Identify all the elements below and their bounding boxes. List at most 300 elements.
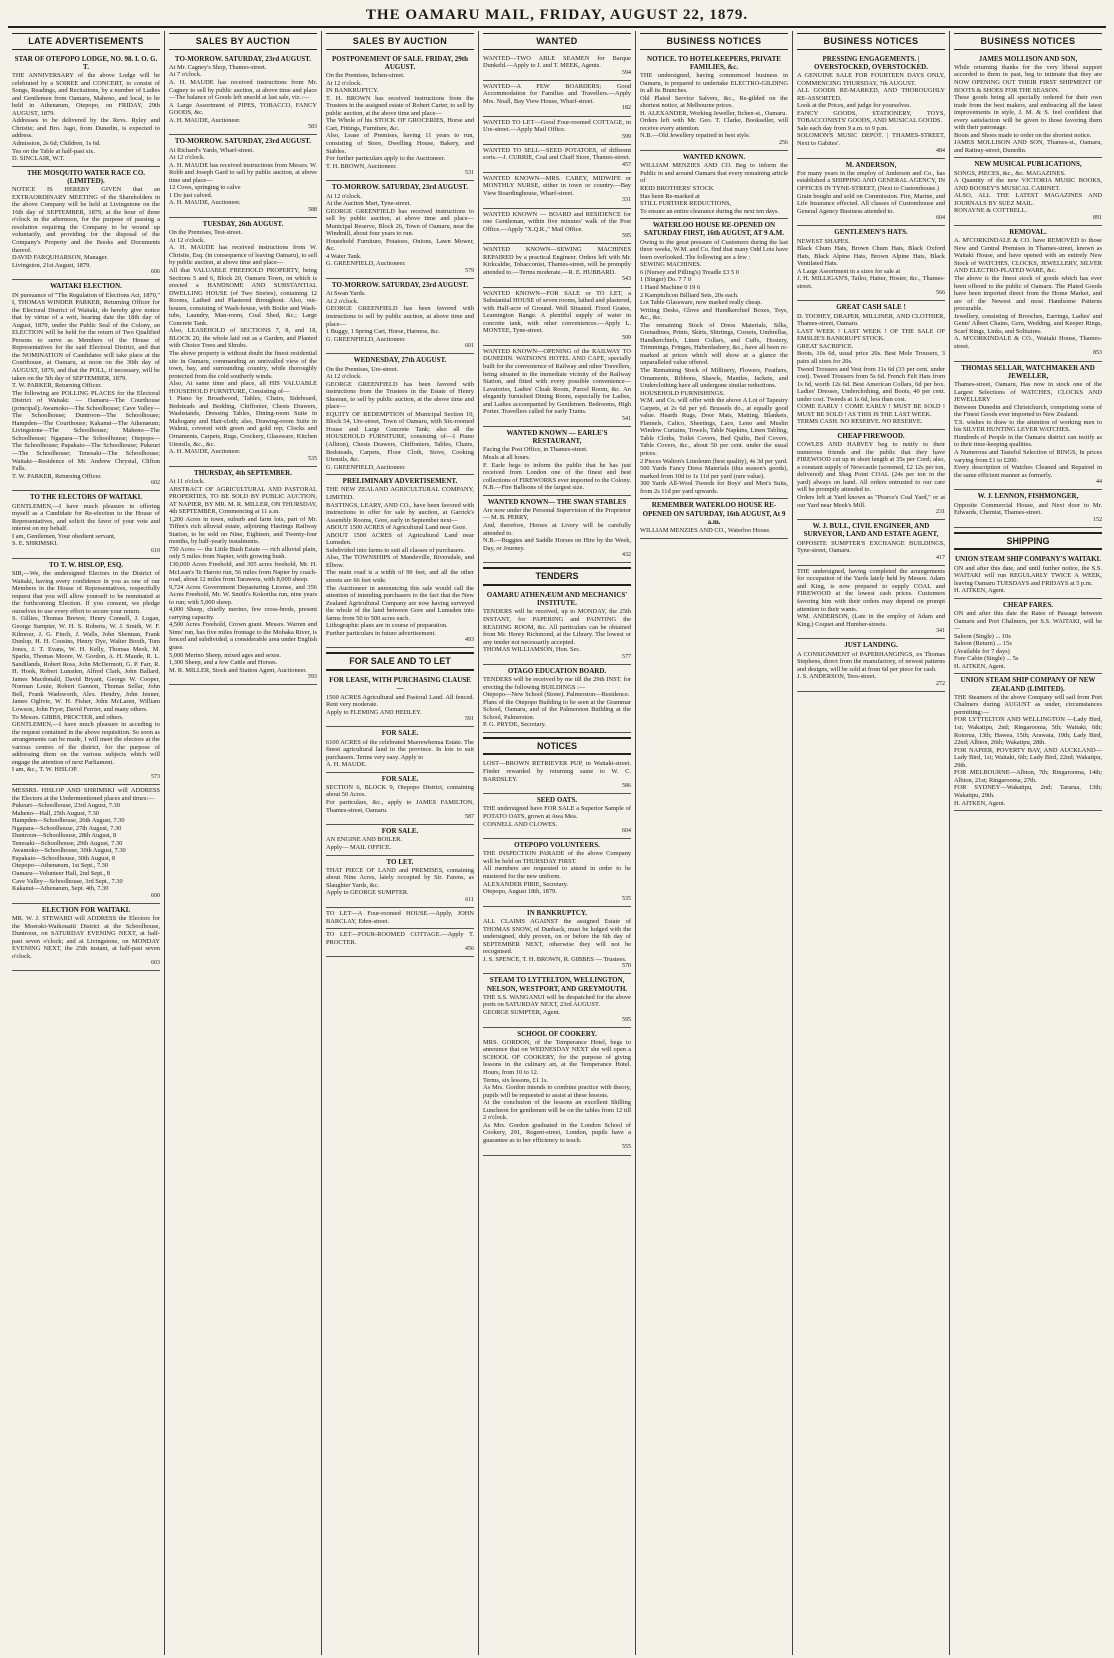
ad-line: ALEXANDER PIRIE, Secretary. — [483, 880, 569, 888]
ad-title: TO-MORROW. SATURDAY, 23rd AUGUST. — [331, 281, 469, 290]
ad-ref-number: 541 — [622, 415, 631, 422]
ad-line: MRS. GORDON, of the Temperance Hotel, begs to announce that on WEDNESDAY NEXT she will open a SCHOOL OF COOKERY, for the purpose of giving lessons in the culinary art, at the Temperance Hotel. Hours, from 10 to 12. — [483, 1038, 631, 1077]
ad-line: GEORGE GREENFIELD has been favored with instructions from the Trustees in the Estate of Henry Sheeran, to sell by public auction, at the above time and place— — [326, 380, 474, 411]
advertisement — [483, 794, 631, 839]
ad-line: Apply to FLEMING AND HEDLEY. — [326, 708, 422, 716]
advertisement — [954, 158, 1102, 226]
ad-line: At 11 o'clock. — [169, 478, 205, 485]
ad-line: WM. ANDERSON, (Late in the employ of Adam and King.) Coquet and Humber-streets. — [797, 613, 945, 628]
ad-line: GENTLEMEN,—I have much pleasure in acceding to the request contained in the above requisition. So soon as arrangements can be made, I will meet the electors at the various centres of the district, for the purpose of addressing them on the various subjects which will engage the attention of next Parliament. — [12, 721, 160, 766]
ad-ref-number: 531 — [465, 170, 474, 177]
ad-line: Oamaru—Volunteer Hall, 2nd Sept., 8 — [12, 869, 111, 877]
advertisement — [483, 244, 631, 287]
ad-line: Terms, six lessons, £1 1s. — [483, 1076, 549, 1084]
ad-line: Tea on the Table at half-past six. — [12, 147, 95, 155]
advertisement — [483, 53, 631, 81]
ad-line: ALL CLAIMS AGAINST the assigned Estate of THOMAS SNOW, of Dunback, must be lodged with the undersigned, duly proven, on or before the 6th day of SEPTEMBER NEXT, otherwise they will not be recognised. — [483, 918, 631, 956]
ad-ref-number: 256 — [779, 140, 788, 147]
ad-title: TO-MORROW. SATURDAY, 23rd AUGUST. — [331, 183, 469, 192]
ad-line: P. G. PRYDE, Secretary. — [483, 721, 546, 729]
ad-line: 12 Cows, springing to calve — [169, 184, 241, 192]
ad-line: Tweed Trousers and Vest from 11s 6d (33 per cent. under cost). Tweed Trousers from 5s 6d. French Felt Hats from 1s 6d, worth 12s 6d. Best American Collars, 6d per box. Ladies' Dresses, Underclothing, and Boots, 40 per cent. under cost. Tweeds at 1s 6d, less than cost. — [797, 365, 945, 403]
advertisement — [797, 159, 945, 227]
ad-line: The Remaining Stock of Millinery, Flowers, Feathers, Ornaments, Ribbons, Shawls, Mantles, Jackets, and Underclothing have all undergone similar reductions. — [640, 366, 788, 390]
ad-line: N.B.—Buggies and Saddle Horses on Hire by the Week, Day, or Journey. — [483, 537, 631, 552]
advertisement — [12, 167, 160, 281]
ad-title: TO T. W. HISLOP, ESQ. — [48, 560, 124, 569]
ad-title: WANTED KNOWN — EARLE'S RESTAURANT, — [506, 428, 608, 446]
advertisement — [640, 151, 788, 219]
column-4 — [479, 31, 636, 1655]
ad-line: G. GREENFIELD, Auctioneer. — [326, 335, 406, 343]
ad-line: At 12 o'clock. — [326, 373, 362, 381]
ad-line: Look at the Prices, and judge for yourselves. — [797, 102, 912, 110]
ad-line: Opposite Commercial House, and Next door to Mr. Edwards, Chemist, Thames-street. — [954, 501, 1102, 517]
ad-ref-number: 593 — [308, 674, 317, 681]
ad-line: FOR SYDNEY—Wakatipu, 2nd; Tararua, 13th; Wakatipu, 29th. — [954, 784, 1102, 799]
ad-line: Admission, 2s 6d; Children, 1s 6d. — [12, 140, 101, 148]
ad-line: WANTED KNOWN — BOARD and RESIDENCE for one Gentleman, within five minutes' walk of the Post Office.—Apply "X.Q.R.," Mail Office. — [483, 210, 631, 233]
ad-ref-number: 456 — [465, 946, 474, 953]
ad-line: Saloon (Return) ... 15s — [954, 640, 1012, 648]
ad-ref-number: 595 — [622, 1016, 631, 1023]
ad-line: WANTED TO LET—Good Four-roomed COTTAGE, in Ure-street.—Apply Mail Office. — [483, 118, 631, 134]
ad-line: LAST WEEK ! LAST WEEK ! OF THE SALE OF EMSLIE'S BANKRUPT STOCK. — [797, 327, 945, 343]
ad-line: Hampden—Schoolhouse, 26th August, 7.30 — [12, 817, 125, 825]
ad-line: Saloon (Single) ... 10s — [954, 632, 1011, 640]
ad-line: Household Furniture, Potatoes, Onions, Lawn Mower, &c. — [326, 237, 474, 253]
ad-line: Otepopo—New School (Stone). Palmerston—Residence. — [483, 691, 630, 699]
ad-ref-number: 272 — [936, 680, 945, 687]
advertisement — [169, 53, 317, 136]
section-heading: SHIPPING — [954, 532, 1102, 551]
ad-line: On the Premises, Ure-street. — [326, 365, 399, 373]
ad-line: STILL FURTHER REDUCTIONS, — [640, 200, 732, 208]
advertisement — [326, 773, 474, 826]
advertisement — [326, 475, 474, 648]
ad-ref-number: 601 — [465, 343, 474, 350]
advertisement — [12, 904, 160, 972]
ad-line: RONAYNE & COTTRELL. — [954, 207, 1028, 215]
ad-title: W. J. BULL, CIVIL ENGINEER, AND SURVEYOR, LAND AND ESTATE AGENT, — [803, 522, 939, 539]
ad-title: WEDNESDAY, 27th AUGUST. — [353, 356, 447, 365]
ad-line: A. H. MAUDE has received instructions from Messrs. W. Robb and Joseph Gard to sell by public auction, at above time and place— — [169, 161, 317, 184]
ad-line: T. W. PARKER, Returning Officer. — [12, 382, 102, 390]
ad-line: 130,000 Acres Freehold, and 305 acres freehold, Mr. H. McLean's Te Haroto run, 56 miles from Napier by coach-road, about 12 miles from Tarawera, with 8,000 sheep. — [169, 561, 317, 584]
ad-line: A. H. MAUDE has received instructions from Mr. Cagney to sell by public auction, at above time and place—The balance of Goods left unsold at last sale, viz.:— — [169, 78, 317, 102]
advertisement — [326, 856, 474, 909]
ad-line: Pukeuri—Schoolhouse, 23rd August, 7.30 — [12, 802, 120, 810]
ad-title: W. J. LENNON, FISHMONGER, — [977, 492, 1079, 501]
ad-ref-number: 535 — [622, 895, 631, 902]
advertisement — [954, 362, 1102, 491]
advertisement — [483, 173, 631, 209]
advertisement — [797, 566, 945, 639]
ad-line: THE undersigned, having completed the arrangements for occupation of the Yards lately held by Messrs. Adam and King, is now prepared to supply COAL and FIREWOOD at the lowest cash prices. Customers favoring him with their orders may depend on prompt attention to their wants. — [797, 567, 945, 613]
advertisement — [169, 467, 317, 686]
ad-line: F. Earle begs to inform the public that he has just received from London one of the finest and best collections of FIREWORKS ever imported to the Colony. — [483, 461, 631, 484]
ad-line: At Richard's Yards, Wharf-street. — [169, 146, 254, 154]
ad-line: BASTINGS, LEARY, AND CO., have been favored with instructions to offer for sale by auction, at Garrick's Assembly Rooms, Gore, early in September next— — [326, 501, 474, 524]
ad-line: COME EARLY ! COME EARLY ! MUST BE SOLD ! MUST BE SOLD ! AS THIS IS THE LAST WEEK. — [797, 403, 945, 418]
masthead: THE OAMARU MAIL, FRIDAY, AUGUST 22, 1879. — [8, 4, 1106, 28]
ad-line: Duntroon—Schoolhouse, 28th August, 8 — [12, 832, 117, 840]
ad-line: G. GREENFIELD, Auctioneer. — [326, 463, 406, 471]
column-heading: SALES BY AUCTION — [326, 33, 474, 50]
ad-line: The main road is a width of 99 feet, and all the other streets are 66 feet wide. — [326, 569, 474, 584]
ad-line: 1 (Singer) Do. 7 7 0 — [640, 276, 692, 284]
ad-line: FOR LYTTELTON AND WELLINGTON —Lady Bird, 1st; Wakatipu, 2nd; Ringarooma, 5th; Waitaki, 6th; Rotorua, 13th; Hawea, 15th; Arawata, 19th; Lady Bird, 22nd; Albion, 26th; Wakatipu, 28th. — [954, 716, 1102, 747]
ad-line: Addresses to be delivered by the Revs. Ryley and Christie; and Bro. Jago, from Dunedin, is expected to address. — [12, 117, 160, 140]
ad-ref-number: 182 — [622, 105, 631, 112]
ad-ref-number: 610 — [151, 547, 160, 554]
ad-line: At 12 o'clock. — [169, 154, 205, 162]
ad-line: A. M'CORKINDALE & CO., Waitaki House, Thames-street. — [954, 335, 1102, 350]
advertisement — [640, 53, 788, 152]
ad-ref-number: 579 — [465, 268, 474, 275]
ad-ref-number: 595 — [622, 233, 631, 240]
ad-ref-number: 587 — [465, 814, 474, 821]
ad-line: A. H. MAUDE, Auctioneer. — [169, 116, 241, 124]
ad-line: JAMES MOLLISON AND SON, Thames-st., Oamaru, and Rattray-street, Dunedin. — [954, 139, 1102, 154]
ad-line: A Large Assortment in a sizes for sale at — [797, 267, 901, 275]
advertisement — [797, 226, 945, 301]
ad-line: For many years in the employ of Anderson and Co., has established a SHIPPING AND GENERAL AGENCY, IN OFFICES IN TYNE-STREET, (Next to Customhouse.) — [797, 169, 945, 192]
advertisement — [12, 491, 160, 559]
ad-line: ON and after this date, and until further notice, the S.S. WAITAKI will run REGULARLY TWICE A WEEK, leaving Oamaru TUESDAYS and FRIDAYS at 5 p.m. — [954, 564, 1102, 587]
ad-title: PRESSING ENGAGEMENTS. | OVERSTOCKED, OVERSTOCKED. — [814, 54, 928, 71]
ad-line: THE undersigned, having commenced business in Oamaru, is prepared to undertake ELECTRO-GILDING in all its Branches. — [640, 72, 788, 95]
ad-line: 2 Kamptulicon Billiard Sets, 20s each. — [640, 291, 739, 299]
ad-title: UNION STEAM SHIP COMPANY OF NEW ZEALAND (LIMITED). — [960, 676, 1096, 693]
ad-line: TERMS CASH. NO RESERVE. NO RESERVE. — [797, 418, 923, 426]
ad-line: H. ALEXANDER, Working Jeweller, Itchen-st., Oamaru. — [640, 109, 787, 117]
ad-line: D. SINCLAIR, W.T. — [12, 155, 65, 163]
column-heading: SALES BY AUCTION — [169, 33, 317, 50]
advertisement — [483, 589, 631, 665]
ad-line: 1500 ACRES Agricultural and Pastoral Land. All fenced. Rent very moderate. — [326, 693, 474, 709]
ad-title: SEED OATS. — [536, 796, 578, 805]
ad-line: THE INSPECTION PARADE of the above Company will be held on THURSDAY FIRST. — [483, 850, 631, 865]
column-6 — [793, 31, 950, 1655]
ad-line: Fore Cabin (Single) ... 5s — [954, 655, 1019, 663]
ad-line: A CONSIGNMENT of PAPERHANGINGS, ex Thomas Stephens, direct from the manufactory, of newest patterns and designs, will be sold at from 6d per piece for cash. — [797, 650, 945, 673]
ad-ref-number: 535 — [308, 455, 317, 462]
advertisement — [954, 674, 1102, 811]
ad-line: Cave Valley—Schoolhouse, 3rd Sept., 7.30 — [12, 877, 123, 885]
ad-title: STAR OF OTEPOPO LODGE, NO. 98. I. O. G. T. — [14, 54, 158, 71]
ad-line: FANCY GOODS, STATIONERY, TOYS, TOBACCONISTS' GOODS, AND MUSICAL GOODS. — [797, 109, 945, 125]
ad-line: 9,724 Acres Government Depasturing License, and 356 Acres Freehold, Mr. W. Smith's Kokoriha run, nine years to run; with 5,000 sheep. — [169, 583, 317, 606]
ad-line: To ensure an entire clearance during the next ten days. — [640, 207, 780, 215]
ad-title: THE MOSQUITO WATER RACE CO. (LIMITED). — [26, 168, 146, 185]
ad-line: Ngapara—Schoolhouse, 27th August, 7.30 — [12, 824, 122, 832]
ad-title: FOR SALE. — [381, 729, 419, 738]
ad-title: TO LET. — [386, 857, 414, 866]
ad-line: N.B.—Old Jewellery repaired in best style. — [640, 132, 751, 140]
advertisement — [954, 53, 1102, 159]
ad-line: THE NEW ZEALAND AGRICULTURAL COMPANY, LIMITED. — [326, 486, 474, 501]
advertisement — [326, 727, 474, 772]
ad-line: Grain bought and sold on Commission. Fire, Marine, and Life Insurance effected. All classes of Customhouse and General Agency Business attended to. — [797, 192, 945, 215]
advertisement — [483, 288, 631, 346]
ad-ref-number: 543 — [622, 276, 631, 283]
ad-line: Papakaio—Schoolhouse, 30th August, 8 — [12, 854, 116, 862]
ad-line: 1,200 Acres in town, suburb and farm lots, part of Mr. Tiffen's rich alluvial estate, adjoining Hastings Railway Station, to be sold on Nine, Eighteen, and Twenty-four months, by half-yearly instalments. — [169, 515, 317, 546]
ad-line: All members are requested to attend in order to be mustered for the new uniform. — [483, 865, 631, 881]
ad-line: Between Dunedin and Christchurch, comprising some of the Finest Goods ever imported to New Zealand. — [954, 403, 1102, 419]
advertisement — [326, 929, 474, 957]
ad-line: WANTED—TWO ABLE SEAMEN for Barque Dunkeld.—Apply to J. and T. MEEK, Agents. — [483, 54, 631, 70]
ad-line: Are now under the Personal Supervision of the Proprietor— M. B. PERRY, — [483, 506, 631, 522]
advertisement — [640, 219, 788, 499]
ad-line: J. S. ANDERSON, Tees-street. — [797, 673, 877, 681]
ad-line: On the Premises, Test-street. — [169, 229, 243, 237]
column-heading: BUSINESS NOTICES — [640, 33, 788, 50]
ad-title: WANTED KNOWN— THE SWAN STABLES — [487, 497, 627, 506]
column-heading: WANTED — [483, 33, 631, 50]
ad-line: THOMAS WILLIAMSON, Hon. Sec. — [483, 646, 581, 654]
ad-line: Also, The TOWNSHIPS of Mandeville, Riversdale, and Elbow. — [326, 554, 474, 569]
ad-line: REID BROTHERS' STOCK — [640, 185, 714, 192]
ad-title: UNION STEAM SHIP COMPANY'S WAITAKI. — [954, 555, 1102, 564]
ad-line: (Available for 7 days) — [954, 647, 1010, 655]
ad-line: The above is the finest stock of goods which has ever been offered to the public of Oamaru. The Plated Goods have been imported direct from the Home Market, and are of the Newest and most Handsome Patterns procurable. — [954, 275, 1102, 313]
ad-line: MESSRS. HISLOP AND SHRIMSKI will ADDRESS the Electors at the Undermentioned places and times:— — [12, 786, 160, 802]
ad-line: Has been Re-marked at — [640, 192, 700, 200]
section-heading: TENDERS — [483, 567, 631, 586]
ad-line: OPPOSITE SUMPTER'S EXCHANGE BUILDINGS, Tyne-street, Oamaru. — [797, 539, 945, 555]
advertisement — [954, 599, 1102, 675]
columns-container — [8, 31, 1106, 1655]
advertisement — [797, 301, 945, 429]
ad-line: GEORGE GREENFIELD has received instructions to sell by public auction, at above time and place— Municipal Reserve, Block 26, Town of Oamaru, near the Windmill, about four years to run. — [326, 207, 474, 238]
ad-title: OTAGO EDUCATION BOARD. — [507, 666, 607, 675]
ad-line: NOTICE IS HEREBY GIVEN that an EXTRAORDINARY MEETING of the Shareholders in the above Company will be held at Livingstone on the 16th day of SEPTEMBER, 1879, at the hour of three o'clock in the afternoon, for the purpose of passing a resolution requiring the Company to be wound up voluntarily, and providing for the disposal of the Company's Property and the Books and Documents thereof. — [12, 186, 160, 254]
ad-title: TO-MORROW. SATURDAY, 23rd AUGUST. — [174, 137, 312, 146]
ad-line: S. E. SHRIMSKI. — [12, 540, 58, 548]
ad-line: 6 (Nursey and Pilling's) Treadle £3 5 0 — [640, 268, 739, 276]
ad-line: 6100 ACRES of the celebrated Maerewhenua Estate. The finest agricultural land in the province. In lots to suit purchasers. Terms very easy. Apply to — [326, 738, 474, 761]
ad-line: The remaining Stock of Dress Materials, Silks, Grenadines, Prints, Skirts, Shirtings, Corsets, Umbrellas, Handkerchiefs, Linen Collars, and Cuffs, Hosiery, Trimmings, Fringes, Haberdashery, &c., have all been re-marked at prices which will show at a glance the unparalleled value offered. — [640, 321, 788, 367]
ad-ref-number: 611 — [465, 896, 474, 903]
ad-line: Writing Desks, Glove and Handkerchief Boxes, Toys, &c., &c. — [640, 306, 788, 322]
column-heading: BUSINESS NOTICES — [797, 33, 945, 50]
ad-ref-number: 853 — [1093, 350, 1102, 357]
ad-line: The Whole of his STOCK OF GROCERIES, Horse and Cart, Fittings, Furniture, &c. — [326, 117, 474, 132]
advertisement — [12, 785, 160, 904]
ad-line: D. TOOHEY, DRAPER, MILLINER, AND CLOTHIER, Thames-street, Oamaru. — [797, 312, 945, 328]
ad-line: Thames-street, Oamaru, Has now in stock one of the Largest Selections of WATCHES, CLOCKS AND JEWELLERY — [954, 381, 1102, 404]
ad-line: At 7 o'clock. — [169, 71, 202, 79]
ad-line: H. AITKEN, Agent. — [954, 799, 1006, 807]
advertisement — [12, 559, 160, 785]
ad-line: NEWEST SHAPES. — [797, 237, 850, 245]
ad-line: A Large Assortment of PIPES, TOBACCO, FANCY GOODS, &c. — [169, 101, 317, 117]
ad-title: M. ANDERSON, — [845, 160, 897, 169]
ad-title: POSTPONEMENT OF SALE. FRIDAY, 29th AUGUST. — [331, 54, 468, 71]
ad-line: Further particulars in future advertisement. — [326, 629, 436, 637]
ad-title: REMEMBER WATERLOO HOUSE RE-OPENED ON SATURDAY, 16th AUGUST, At 9 a.m. — [642, 501, 786, 526]
ad-line: THAT PIECE OF LAND and PREMISES, containing about Nine Acres, lately occupied by Sir. Farens, as Slaughter Yards, &c. — [326, 866, 474, 889]
column-2 — [165, 31, 322, 1655]
ad-line: Jewellery, consisting of Brooches, Earrings, Ladies' and Gents' Albert Chains, Gem, Wedding, and Keeper Rings, Scarf Rings, Links, and Solitaires. — [954, 312, 1102, 335]
ad-title: JUST LANDING. — [844, 641, 898, 650]
ad-ref-number: 417 — [936, 554, 945, 561]
ad-line: I am, &c., T. W. HISLOP. — [12, 766, 78, 774]
ad-title: SCHOOL OF COOKERY. — [517, 1029, 597, 1038]
advertisement — [954, 490, 1102, 527]
ad-ref-number: 586 — [622, 783, 631, 790]
ad-line: Hundreds of People in the Oamaru district can testify as to their time-keeping qualities. — [954, 433, 1102, 449]
ad-title: OAMARU ATHENÆUM AND MECHANICS' INSTITUTE. — [486, 590, 628, 608]
ad-line: 2 Pieces Walton's Linoleum (best quality), 4s 3d per yard. — [640, 457, 788, 465]
ad-line: A Numerous and Tasteful Selection of RINGS, In prices varying from £1 to £200. — [954, 448, 1102, 464]
advertisement — [12, 53, 160, 167]
ad-line: ALSO, ALL THE LATEST MAGAZINES AND JOURNALS BY SUEZ MAIL. — [954, 192, 1102, 207]
advertisement — [797, 520, 945, 566]
ad-line: As Mrs. Gordon intends to combine practice with theory, pupils will be requested to assist at these lessons. — [483, 1084, 631, 1099]
advertisement — [640, 499, 788, 538]
ad-line: For further particulars apply to the Auctioneer. — [326, 155, 446, 163]
ad-line: SOLOMON'S MUSIC DEPOT. | THAMES-STREET, Next to Gabites'. — [797, 132, 945, 148]
ad-line: 300 Yards All-Wool Tweeds for Boys' and Men's Suits, from 2s 11d per yard upwards. — [640, 480, 788, 495]
ad-ref-number: 606 — [151, 269, 160, 276]
ad-line: All that VALUABLE FREEHOLD PROPERTY, being Sections 5 and 6, Block 20, Oamaru Town, on which is erected a HANDSOME AND SUBSTANTIAL DWELLING HOUSE (of Two Stories), containing 12 Rooms, Lathed and Plastered throughout. Also, out-houses, consisting of Wash-house, with Boiler and Wash-tubs, Laundry, Man-room, Coal Shed, &c.; Large Concrete Tank. — [169, 267, 317, 327]
ad-line: Kakanui—Athenæum, Sept. 4th, 7.30 — [12, 885, 109, 893]
section-heading: NOTICES — [483, 737, 631, 756]
ad-line: N.B.—Fire Balloons of the largest size. — [483, 484, 585, 492]
ad-line: A. H. MAUDE has received instructions from W. Christie, Esq. (in consequence of leaving Oamaru), to sell by public auction, at above time and place— — [169, 244, 317, 267]
ad-line: At Swan Yards. — [326, 290, 366, 298]
ad-title: NEW MUSICAL PUBLICATIONS, — [974, 160, 1082, 169]
ad-line: I am, Gentlemen, Your obedient servant, — [12, 532, 116, 540]
ad-ref-number: 341 — [936, 628, 945, 635]
ad-line: At Mr. Cagney's Shop, Thames-street. — [169, 63, 267, 71]
column-5 — [636, 31, 793, 1655]
ad-line: 1 Piano by Broadwood, Tables, Chairs, Sideboard, Bedsteads and Bedding, Chiffonier, Chests Drawers, Washstands, Dressing Tables, Dining-room Suite in Mahogany and Hair-cloth; also, Drawing-room Suite in Walnut, covered with green and gold rep; Clocks and Ornaments, Carpets, Rugs, Crockery, Glassware, Kitchen Utensils, &c., &c. — [169, 395, 317, 448]
advertisement — [483, 907, 631, 975]
ad-title: PRELIMINARY ADVERTISEMENT. — [342, 477, 458, 486]
ad-line: CONNELL AND CLOWES. — [483, 820, 558, 828]
ad-line: And, therefore, Horses at Livery will be carefully attended to. — [483, 522, 631, 537]
ad-line: At the conclusion of the lessons an excellent Shilling Luncheon for gentlemen will be on the tables from 12 till 2 o'clock. — [483, 1099, 631, 1122]
advertisement — [483, 145, 631, 173]
ad-line: Apply to GEORGE SUMPTER. — [326, 889, 409, 897]
ad-title: THOMAS SELLAR, WATCHMAKER AND JEWELLER, — [961, 363, 1095, 380]
ad-ref-number: 588 — [308, 206, 317, 213]
ad-ref-number: 152 — [1093, 516, 1102, 523]
ad-line: ABOUT 1500 ACRES of Agricultural Land near Lumsden. — [326, 531, 474, 547]
advertisement — [169, 218, 317, 467]
ad-line: WANTED KNOWN—OPENING of the RAILWAY TO DUNEDIN. WATSON'S HOTEL AND CAFE, specially built for the convenience of Railway and other Travellers, being situated in the immediate vicinity of the Railway Station, and fitted with every possible convenience—Lavatories, Ladies' Cloak Room, Parcel Room, &c. An elegantly furnished Dining Room, especially for Ladies, and Ladies accompanied by Gentlemen. Bedrooms, High Porter. Travellers called for early Trains. — [483, 347, 631, 416]
ad-ref-number: 577 — [622, 653, 631, 660]
ad-title: FOR SALE. — [381, 827, 419, 836]
ad-title: JAMES MOLLISON AND SON, — [978, 54, 1078, 63]
ad-line: Subdivided into farms to suit all classes of purchasers. — [326, 546, 465, 554]
advertisement — [326, 354, 474, 475]
ad-line: T. W. PARKER, Returning Officer. — [12, 472, 102, 480]
ad-line: Boots and Shoes made to order on the shortest notice. — [954, 131, 1092, 139]
ad-line: For particulars, &c., apply to JAMES FAMILTON, Thames-street, Oamaru. — [326, 799, 474, 814]
ad-line: THE Steamers of the above Company will sail from Port Chalmers during AUGUST as under, circumstances permitting:— — [954, 693, 1102, 716]
ad-line: SECTION 6, BLOCK 9, Otepopo District, containing about 50 Acres. — [326, 783, 474, 799]
ad-title: TO THE ELECTORS OF WAITAKI. — [29, 493, 143, 502]
ad-line: THE S.S. WANGANUI will be despatched for the above ports on SATURDAY NEXT, 23rd AUGUST. — [483, 993, 631, 1009]
advertisement — [483, 209, 631, 245]
advertisement — [954, 226, 1102, 362]
ad-line: Also, At same time and place, all HIS VALUABLE HOUSEHOLD FURNITURE, Consisting of— — [169, 380, 317, 395]
column-3 — [322, 31, 479, 1655]
ad-line: THE undersigned have FOR SALE a Superior Sample of POTATO OATS, grown at Awa Mea. — [483, 805, 631, 820]
ad-title: ELECTION FOR WAITAKI. — [41, 905, 131, 914]
ad-line: To Messrs. GIBBS, PROCTER, and others. — [12, 713, 124, 721]
ad-line: 1 Do just calved. — [169, 191, 213, 199]
ad-line: W.M. and Co. will offer with the above A Lot of Tapestry Carpets, at 2s 6d per yd. Brussels do., at equally good value. Hearth Rugs, Door Mats, Matting, Blankets, Flannels, Calico, Sheetings, Lace, Leno and Muslin Window Curtains, Towels, Table Napkins, Linen Tabling, Table Cloths, Toilet Covers, Bed Quilts, Bed Covers, Table Covers, &c., about 50 per cent. under the usual prices. — [640, 397, 788, 457]
ad-line: On the Premises, Itchen-street. — [326, 72, 405, 80]
advertisement — [12, 280, 160, 491]
ad-line: 5,000 Merino Sheep, mixed ages and sexes. — [169, 651, 281, 659]
ad-line: While returning thanks for the very liberal support accorded to them in past, beg to intimate that they are NOW OPENING OUT THEIR FIRST SHIPMENT OF BOOTS & SHOES FOR THE SEASON. — [954, 63, 1102, 94]
ad-line: WANTED KNOWN—SEWING MACHINES REPAIRED by a practical Engineer. Orders left with Mr. Kirkcaldie, Tobacconist, Thames-street, will be promptly attended to.—Terms moderate.—R. E. HUBBARD. — [483, 246, 631, 276]
ad-line: Livingston, 21st August, 1879. — [12, 261, 91, 269]
ad-line: The Auctioneer in announcing this sale would call the attention of intending purchasers to the fact that the New Zealand Agricultural Company are now having surveyed the whole of the land between Gore and Lumsden into farms from 50 to 500 acres each. — [326, 584, 474, 622]
advertisement — [954, 553, 1102, 598]
ad-line: WANTED—A FEW BOARDERS; Good Accommodation for Families and Travellers.—Apply Mrs. Noall, Bay View House, Wharf-street. — [483, 82, 631, 105]
ad-line: Boots, 10s 6d, usual price 20s. Best Mole Trousers, 3 pairs all sizes for 20s. — [797, 350, 945, 365]
advertisement — [483, 427, 631, 496]
ad-line: Meals at all hours. — [483, 453, 531, 461]
ad-line: FOR MELBOURNE—Albion, 7th; Ringarooma, 14th; Albion, 21st; Ringarooma, 27th. — [954, 769, 1102, 784]
ad-line: COWLES AND HARVEY beg to notify to their numerous friends and the public that they have FIREWOOD cut up in short length at 35s per Cord; also, a constant supply of Newcastle (screened, £2 12s per ton, delivered) and Shag Point COAL (24s per ton in the yard) always on hand. All orders entrusted to our care will be promptly attended to. — [797, 441, 945, 494]
ad-line: GENTLEMEN,—I have much pleasure in offering myself as a Candidate for Re-election to the House of Representatives, and solicit the favor of your vote and interest on my behalf. — [12, 502, 160, 533]
ad-title: TUESDAY, 26th AUGUST. — [202, 220, 284, 229]
ad-line: WANTED KNOWN—MRS. CAREY, MIDWIFE or MONTHLY NURSE, either in town or country.—Bay View Boardinghouse, Wharf-street. — [483, 174, 631, 197]
ad-line: 1 Hand Machine 0 19 6 — [640, 283, 701, 291]
ad-line: ALL GOODS RE-MARKED, AND THOROUGHLY RE-ASSORTED. — [797, 87, 945, 102]
ad-line: At 12 o'clock. — [326, 79, 362, 87]
ad-line: HOUSEHOLD FURNISHINGS. — [640, 389, 725, 397]
ad-line: A. H. MAUDE, Auctioneer. — [169, 448, 241, 456]
ad-line: 500 Yards Fancy Dress Materials (this season's goods), marked from 10d to 1s 11d per yard (rare value). — [640, 465, 788, 480]
ad-line: 4,500 Acres Freehold, Crown grant. Messrs. Warren and Sims' run, has five miles frontage to the Mohaka River, is fenced and subdivided, a considerable area under English grass. — [169, 621, 317, 652]
ad-title: REMOVAL. — [1009, 228, 1047, 237]
advertisement — [169, 135, 317, 218]
ad-title: WAITAKI ELECTION. — [50, 282, 122, 291]
advertisement — [326, 279, 474, 354]
ad-ref-number: 509 — [622, 334, 631, 341]
advertisement — [483, 81, 631, 117]
ad-line: Also, LEASEHOLD of SECTIONS 7, 8, and 18, BLOCK 20, the whole laid out as a Garden, and Planted with Choice Trees and Shrubs. — [169, 327, 317, 350]
ad-ref-number: 231 — [936, 509, 945, 516]
ad-line: WANTED TO SELL—SEED POTATOES, of different sorts.—J. CURRIE, Coal and Chaff Store, Thames-street. — [483, 146, 631, 162]
ad-line: A. H. MAUDE, Auctioneer. — [169, 199, 241, 207]
ad-line: Owing to the great pressure of Customers during the last three weeks, W.M. and Co. find that many Odd Lots have been overlooked. The following are a few : — [640, 238, 788, 261]
ad-line: WILLIAM MENZIES AND CO. Beg to inform the Public in and around Oamaru that every remaining article of — [640, 162, 788, 185]
ad-line: The following are POLLING PLACES for the Electoral District of Waitaki: — Oamaru—The Courthouse (principal); Awamoko—The Schoolhouse; Cave Valley—The Schoolhouse; Duntroon—The Schoolhouse; Hampden—The Courthouse; Kakanui—The Athenæum; Livingstone—The Schoolhouse; Maheno—The Schoolhouse; Ngapara—The Schoolhouse; Otepopo—The Schoolhouse; Papakaio—The Schoolhouse; Pukeuri—The Schoolhouse; Tenesaki—The Schoolhouse; Waitaki—Residence of Mr. Andrew Chrystal, Clifton Falls. — [12, 389, 160, 473]
ad-line: G. GREENFIELD, Auctioneer. — [326, 260, 406, 268]
ad-line: AN ENGINE AND BOILER. — [326, 836, 402, 844]
ad-ref-number: 604 — [936, 215, 945, 222]
ad-ref-number: 600 — [151, 892, 160, 899]
ad-line: Also, Lease of Premises, having 11 years to run, consisting of Store, Dwelling House, Bakery, and Stables. — [326, 132, 474, 155]
ad-line: As Mrs. Gordon graduated in the London School of Cookery, 291, Regent-street, London, pupils have a guarantee as to her efficiency to teach. — [483, 1121, 631, 1144]
ad-line: Orders left at Yard known as "Pearce's Coal Yard," or at our Yard near Meek's Mill. — [797, 493, 945, 509]
advertisement — [483, 496, 631, 564]
ad-line: A Quantity of the new VICTORIA MUSIC BOOKS, AND BOOSEY'S MUSICAL CABINET. — [954, 177, 1102, 192]
ad-line: Black Chum Hats, Brown Chum Hats, Black Oxford Hats, Black Alpine Hats, Brown Alpine Hats, Black Ventilated Hats. — [797, 245, 945, 268]
ad-line: SEWING MACHINES. — [640, 261, 702, 269]
